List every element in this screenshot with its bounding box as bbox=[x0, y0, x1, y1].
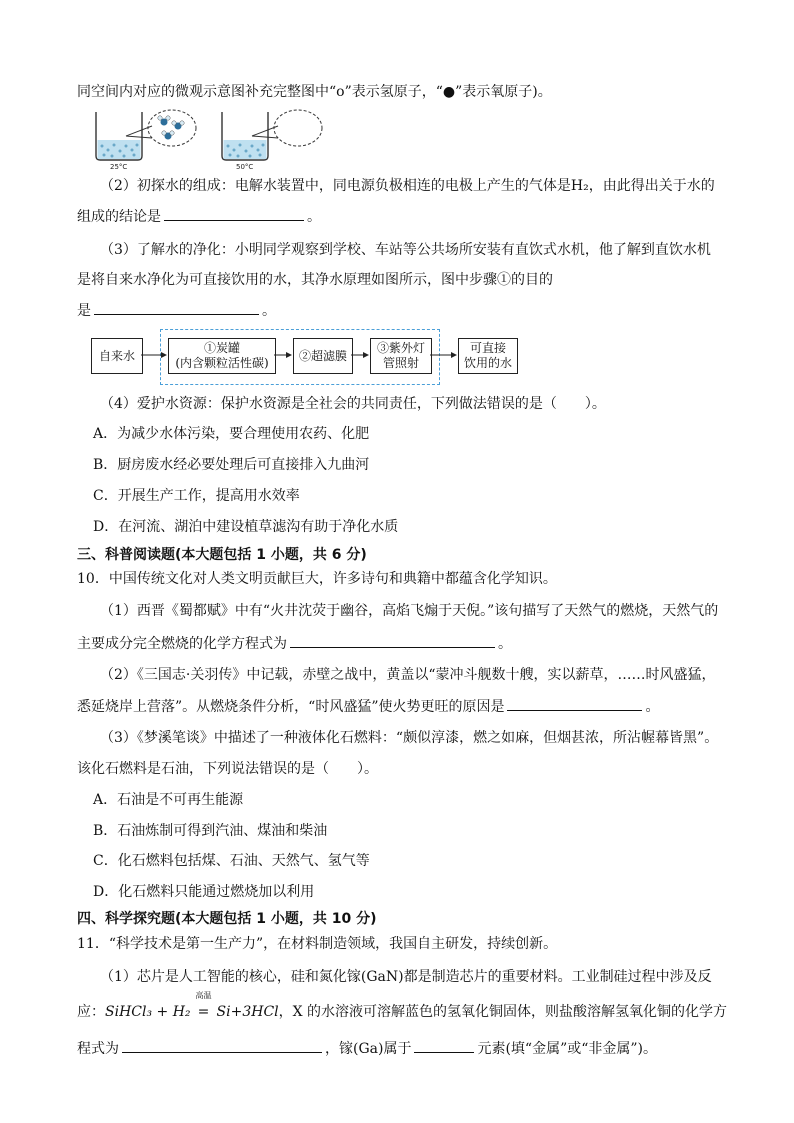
section3-heading: 三、科普阅读题(本大题包括 1 小题，共 6 分) bbox=[77, 547, 367, 563]
q9-p3-line2: 是将自来水净化为可直接饮用的水，其净水原理如图所示，图中步骤①的目的 bbox=[77, 272, 553, 288]
equation-sign: 高温 = bbox=[195, 991, 212, 1020]
q10-option-a[interactable]: A．石油是不可再生能源 bbox=[93, 792, 244, 808]
q10-p1-line2: 主要成分完全燃烧的化学方程式为 。 bbox=[77, 633, 512, 654]
flow-result: 可直接 饮用的水 bbox=[458, 338, 518, 374]
q10-option-c[interactable]: C．化石燃料包括煤、石油、天然气、氢气等 bbox=[93, 853, 370, 869]
answer-blank[interactable] bbox=[122, 1038, 322, 1053]
temp-label-right: 50°C bbox=[236, 163, 254, 171]
q10-stem: 10．中国传统文化对人类文明贡献巨大，许多诗句和典籍中都蕴含化学知识。 bbox=[77, 571, 557, 587]
q9-p4-option-d[interactable]: D．在河流、湖泊中建设植草滤沟有助于净化水质 bbox=[93, 519, 399, 535]
q11-p1-line2: 应：SiHCl₃ + H₂ 高温 = Si+3HCl，X 的水溶液可溶解蓝色的氢氧化铜固体，则盐酸溶解氢氧化铜的化学方 bbox=[77, 991, 728, 1020]
answer-blank[interactable] bbox=[414, 1038, 474, 1053]
equation-right: Si+3HCl bbox=[216, 1004, 279, 1020]
q9-p3-line3: 是 。 bbox=[77, 300, 276, 321]
flow-step2: ②超滤膜 bbox=[293, 338, 353, 374]
flow-step1: ①炭罐 (内含颗粒活性碳) bbox=[168, 338, 276, 374]
q9-p3-line1: （3）了解水的净化：小明同学观察到学校、车站等公共场所安装有直饮式水机，他了解到直饮水机 bbox=[100, 242, 711, 258]
flow-step3: ③紫外灯 管照射 bbox=[370, 338, 432, 374]
q9-p2-line2: 组成的结论是 。 bbox=[77, 206, 321, 227]
q10-p1-line1: （1）西晋《蜀都赋》中有“火井沈荧于幽谷，高焰飞煽于天倪。”该句描写了天然气的燃烧，天然气的 bbox=[100, 603, 719, 619]
q9-p4-stem: （4）爱护水资源：保护水资源是全社会的共同责任，下列做法错误的是（ ）。 bbox=[100, 396, 606, 412]
q10-p2-line2: 悉延烧岸上营落”。从燃烧条件分析，“时风盛猛”使火势更旺的原因是 。 bbox=[77, 696, 659, 717]
q9-p4-option-b[interactable]: B．厨房废水经必要处理后可直接排入九曲河 bbox=[93, 457, 370, 473]
temp-label-left: 25°C bbox=[110, 163, 128, 171]
q10-p2-line1: （2）《三国志·关羽传》中记载，赤壁之战中，黄盖以“蒙冲斗舰数十艘，实以薪草，……时风盛猛， bbox=[100, 667, 716, 683]
q11-stem: 11．“科学技术是第一生产力”，在材料制造领域，我国自主研发，持续创新。 bbox=[77, 936, 558, 952]
q10-p3-line2: 该化石燃料是石油，下列说法错误的是（ ）。 bbox=[77, 761, 378, 777]
q9-p2-line1: （2）初探水的组成：电解水装置中，同电源负极相连的电极上产生的气体是H₂，由此得出关于水的 bbox=[100, 178, 715, 194]
q10-option-d[interactable]: D．化石燃料只能通过燃烧加以利用 bbox=[93, 884, 315, 900]
section4-heading: 四、科学探究题(本大题包括 1 小题，共 10 分) bbox=[77, 911, 377, 927]
intro-text: 同空间内对应的微观示意图补充完整图中“o”表示氢原子，“●”表示氧原子)。 bbox=[77, 84, 552, 100]
q11-p1-line3: 程式为 ，镓(Ga)属于 元素(填“金属”或“非金属”)。 bbox=[77, 1038, 657, 1059]
answer-blank[interactable] bbox=[290, 633, 495, 648]
flow-source: 自来水 bbox=[91, 338, 143, 374]
q10-p3-line1: （3）《梦溪笔谈》中描述了一种液体化石燃料：“颇似淳漆，燃之如麻，但烟甚浓，所沾幄幕皆黑”。 bbox=[100, 730, 719, 746]
equation-left: SiHCl₃ + H₂ bbox=[105, 1004, 191, 1020]
q11-p1-line1: （1）芯片是人工智能的核心，硅和氮化镓(GaN)都是制造芯片的重要材料。工业制硅过程中涉及反 bbox=[100, 969, 712, 985]
flow-arrows bbox=[0, 0, 794, 400]
q9-p4-option-a[interactable]: A．为减少水体污染，要合理使用农药、化肥 bbox=[93, 426, 370, 442]
q9-p4-option-c[interactable]: C．开展生产工作，提高用水效率 bbox=[93, 488, 300, 504]
q10-option-b[interactable]: B．石油炼制可得到汽油、煤油和柴油 bbox=[93, 823, 328, 839]
answer-blank[interactable] bbox=[507, 696, 642, 711]
